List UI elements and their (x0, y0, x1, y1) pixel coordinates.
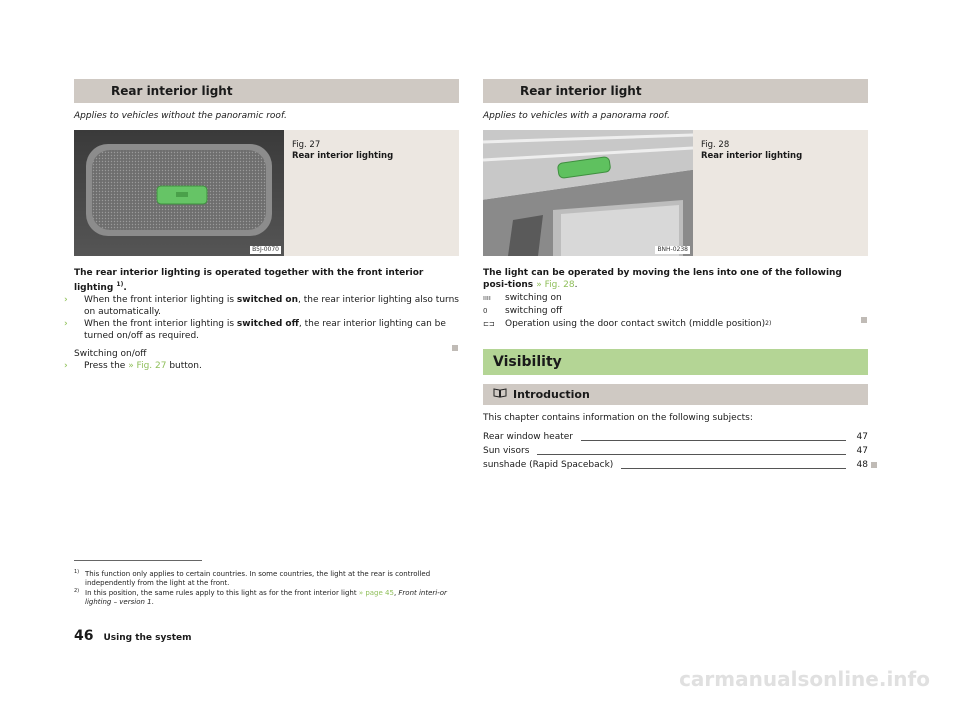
footnote-2-end: . (151, 598, 154, 606)
press-post: button. (166, 361, 202, 371)
right-body-text (483, 267, 868, 330)
footnote-1 (74, 570, 464, 588)
section-heading-rear-interior-light-panorama: Rear interior light (483, 79, 868, 103)
option-text: switching on (505, 292, 562, 303)
applicability-note: Applies to vehicles with a panorama roof. (483, 111, 670, 121)
toc-leader (581, 434, 846, 441)
footnote-mark: 2) (74, 588, 80, 594)
bullet2-post: , the rear interior lighting can be turned on/off as required. (84, 319, 446, 341)
right-intro-end: . (574, 280, 578, 290)
footnote-ref-2: 2) (765, 319, 772, 327)
option-row (483, 304, 868, 317)
figure-27-title: Rear interior lighting (292, 151, 394, 161)
door-contact-icon: ⊏⊐ (483, 319, 495, 328)
introduction-text: This chapter contains information on the following subjects: (483, 413, 753, 423)
footnote-text (74, 589, 464, 607)
figure-27-image (74, 130, 284, 256)
bullet-arrow-icon: › (64, 361, 68, 371)
toc-leader (621, 462, 846, 469)
bullet1-pre: When the front interior lighting is (84, 295, 237, 305)
applicability-note: Applies to vehicles without the panoramic roof. (74, 111, 287, 121)
page-number: 46 (74, 628, 94, 644)
list-item (64, 294, 459, 318)
page-footer (74, 628, 192, 644)
left-intro-paragraph (74, 267, 459, 294)
bullet1-post: , the rear interior lighting also turns on automatically. (84, 295, 459, 317)
option-row (483, 291, 868, 304)
chapter-heading-visibility: Visibility (483, 349, 868, 375)
toc-title: sunshade (Rapid Spaceback) (483, 460, 614, 470)
toc-row[interactable] (483, 445, 868, 458)
left-intro-end: . (123, 283, 127, 293)
bullet-arrow-icon: › (64, 295, 68, 305)
footnote-2 (74, 589, 464, 607)
fig-27-link[interactable]: » Fig. 27 (128, 361, 167, 371)
introduction-heading (483, 384, 868, 405)
introduction-heading-text: Introduction (513, 388, 590, 401)
figure-28 (483, 130, 868, 256)
press-pre: Press the (84, 361, 129, 371)
left-column (64, 79, 459, 372)
footer-section-title: Using the system (103, 633, 192, 643)
figure-28-code: BNH-0238 (657, 246, 688, 253)
option-text: Operation using the door contact switch (middle position) (505, 318, 766, 329)
section-end-marker (452, 345, 458, 351)
figure-28-image (483, 130, 693, 256)
section-end-marker (871, 462, 877, 468)
footnote-2-pre: In this position, the same rules apply to this light as for the front interior light (85, 589, 359, 597)
watermark: carmanualsonline.info (679, 667, 930, 691)
left-intro-text: The rear interior lighting is operated together with the front interior lighting (74, 268, 424, 293)
figure-28-label: Fig. 28 (701, 140, 730, 150)
switching-heading: Switching on/off (74, 349, 147, 359)
fig-28-link[interactable]: » Fig. 28 (536, 280, 575, 290)
option-row (483, 317, 868, 330)
figure-27-code: B5J-0070 (252, 246, 279, 253)
figure-28-caption (701, 140, 802, 162)
toc-row[interactable] (483, 431, 868, 444)
right-intro-paragraph (483, 267, 868, 291)
toc-title: Rear window heater (483, 432, 573, 442)
toc-page: 47 (856, 446, 868, 456)
left-body-text (64, 267, 459, 372)
list-item (64, 318, 459, 342)
section-heading-rear-interior-light: Rear interior light (74, 79, 459, 103)
bullet1-bold: switched on (236, 295, 298, 305)
bullet2-pre: When the front interior lighting is (84, 319, 237, 329)
footnote-mark: 1) (74, 569, 80, 575)
toc-page: 48 (856, 460, 868, 470)
footnote-text: This function only applies to certain countries. In some countries, the light at the rear is controlled independently from the light at the front. (85, 570, 431, 587)
toc-row[interactable] (483, 459, 868, 472)
toc-page: 47 (856, 432, 868, 442)
light-on-icon: ıııı (483, 293, 491, 302)
right-column (483, 79, 868, 330)
page-45-link[interactable]: » page 45 (358, 589, 394, 597)
figure-27-caption (292, 140, 393, 162)
book-icon (493, 384, 513, 405)
bullet-arrow-icon: › (64, 319, 68, 329)
figure-28-title: Rear interior lighting (701, 151, 803, 161)
section-end-marker (861, 317, 867, 323)
list-item (64, 360, 459, 372)
right-intro-text: The light can be operated by moving the lens into one of the following posi-tions (483, 268, 842, 290)
toc-title: Sun visors (483, 446, 530, 456)
figure-27 (74, 130, 459, 256)
bullet2-bold: switched off (236, 319, 299, 329)
toc-leader (537, 448, 846, 455)
option-text: switching off (505, 305, 563, 316)
light-off-icon: 0 (483, 306, 488, 315)
footnote-2-italic: Front interi-or lighting – version 1 (85, 589, 447, 606)
footnote-2-sep: , (393, 589, 399, 597)
footnote-ref-1: 1) (116, 281, 124, 288)
figure-27-label: Fig. 27 (292, 140, 321, 150)
footnote-rule (74, 560, 202, 561)
